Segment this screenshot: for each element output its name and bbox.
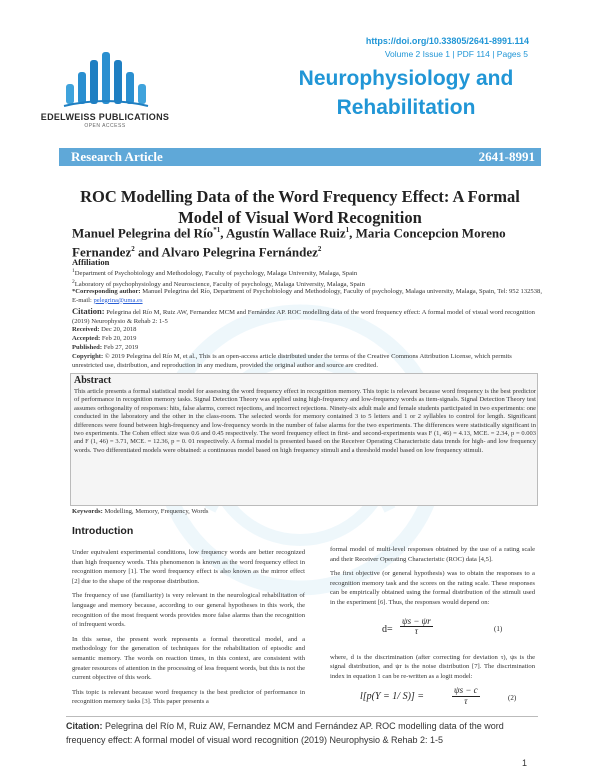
edelweiss-logo-icon [60, 50, 152, 110]
author-name: Manuel Pelegrina del Río [72, 225, 214, 241]
affiliation-heading: Affiliation [72, 257, 110, 267]
author-affil-mark: 2 [317, 245, 322, 254]
received-date: Received: Dec 20, 2018 [72, 326, 137, 333]
paragraph: In this sense, the present work represents a formal theoretical model, and a methodology for the generation of techniques for the rehabilitation of episodic and semantic memory. The words on reaction times, in this context, are consistent with greater resources of attention in the processing of less frequent words, but this is not the current objective of this work. [72, 635, 305, 682]
abstract-heading: Abstract [74, 375, 112, 386]
issue-line: Volume 2 Issue 1 | PDF 114 | Pages 5 [384, 49, 528, 59]
article-dates [72, 326, 542, 371]
keywords-label: Keywords: [72, 508, 103, 515]
published-date: Published: Feb 27, 2019 [72, 344, 139, 352]
eq1-denominator: τ [414, 626, 418, 637]
footer-citation-text: Pelegrina del Río M, Ruiz AW, Fernandez MCM and Fernández AP. ROC modelling data of the word frequency effect: A formal model of visual word recognition (2019) Neurophysio & Rehab 2: 1-5 [66, 721, 504, 745]
affiliation-line [72, 267, 542, 279]
citation-label: Citation: [72, 306, 105, 316]
introduction-left-column [72, 548, 305, 712]
corresponding-author [72, 288, 542, 305]
introduction-heading: Introduction [72, 525, 134, 537]
eq1-number: (1) [494, 624, 503, 633]
abstract-box [70, 373, 538, 506]
paragraph: The frequency of use (familiarity) is very relevant in the neurological rehabilitation of language and memory because, according to our general hypotheses in this work, the recognition of the most frequent words provides more false alarms than the recognition of infrequent words. [72, 592, 305, 629]
affiliation-text: Department of Psychobiology and Methodology, Faculty of psychology, Malaga University, Malaga, Spain [74, 270, 358, 278]
affiliation-text: Laboratory of psychophysiology and Neuroscience, Faculty of psychology, Malaga University, Malaga, Spain [74, 281, 365, 289]
author-affil-mark: 2 [131, 245, 135, 254]
paragraph: Under equivalent experimental conditions, low frequency words are better recognized than high frequency words. This phenomenon is known as the word frequency effect in recognition memory [1]. The word frequency effect is also known as the mirror effect [2] due to the shape of the response distribution. [72, 549, 305, 585]
equation-2 [330, 686, 535, 714]
eq1-numerator: ψs − ψr [402, 615, 431, 626]
introduction-right-column [330, 545, 535, 714]
eq2-fraction [452, 686, 480, 706]
citation-text: Pelegrina del Río M, Ruiz AW, Fernandez MCM and Fernández AP. ROC modelling data of the word frequency effect: A formal model of visual word recognition (2019) Neurophysio & Rehab 2: 1-5 [72, 309, 535, 325]
paragraph: where, d is the discrimination (after correcting for deviation τ), ψs is the signal distribution, and ψr is the noise distribution [7]. The discrimination index in equation 1 can be re-written as a logit model: [330, 653, 535, 680]
author-list [72, 222, 542, 261]
footer-citation [66, 720, 538, 747]
footer-divider [66, 716, 538, 717]
citation-block [72, 307, 542, 326]
paragraph: The first objective (or general hypothesis) was to obtain the responses to a recognition memory task and the scores on the rating scale. These responses can be empirically obtained using the formal distribution of the stimuli used in the experiment [6]. Thus, the responses would depend on: [330, 570, 535, 606]
copyright-notice: Copyright: © 2019 Pelegrina del Río M, et al., This is an open-access article distributed under the terms of the Creative Commons Attribution License, which permits unrestricted use, distribution, and reproduction in any medium, provided the original author and source are credited. [72, 353, 512, 369]
eq1-lhs: d= [382, 623, 393, 635]
paragraph: formal model of multi-level responses obtained by the use of a rating scale and their Receiver Operating Characteristic (ROC) data [4,5]. [330, 546, 535, 563]
email-link[interactable]: pelegrina@uma.es [93, 296, 143, 304]
paragraph: This topic is relevant because word frequency is the best predictor of performance in recognition memory tasks [3]. This paper presents a [72, 688, 305, 706]
footer-citation-label: Citation: [66, 721, 103, 731]
page-number: 1 [522, 758, 528, 768]
corresp-text: Manuel Pelegrina del Río, Department of Psychobiology and Methodology, Faculty of psychology, Malaga university, Malaga, Spain, Tel: 952 132538, E-mail: [72, 288, 542, 304]
journal-title: Neurophysiology and Rehabilitation [298, 67, 514, 119]
publisher-tagline: OPEN ACCESS [84, 123, 126, 129]
author-name: and Alvaro Pelegrina Fernández [134, 244, 318, 260]
eq2-denominator: τ [464, 695, 468, 706]
author-name: , Maria Concepcion Moreno Fernandez [72, 225, 506, 260]
corresp-label: *Corresponding author: [72, 288, 141, 295]
paper-title: ROC Modelling Data of the Word Frequency Effect: A Formal Model of Visual Word Recognition [80, 187, 520, 227]
author-affil-mark: 1 [345, 226, 350, 234]
affil-mark: 1 [72, 268, 75, 274]
eq2-number: (2) [508, 694, 517, 703]
abstract-text: This article presents a formal statistical model for assessing the word frequency effect in recognition memory. This topic is relevant because word frequency is the best predictor of performance in recognition memory tasks. Signal Detection Theory was applied using high-frequency and low-frequency words as item-signals. Signal Detection Theory test assumes orthogonality of responses: hits, false alarms, correct rejections, and incorrect rejections. Ninety-six adult male and female students participated in two experiments: one conducted in the laboratory and the other in the class-room. The selected words for memory contained 3 to 5 letters and 1 or 2 syllables to control for length. Significant differences were found between high-frequency and low-frequency words in the number of false alarms for the two experiments. The differences were statistically significant in two experiments. The Cohen effect size was 0.6 and 0.45 respectively. The word frequency effect in first- and second-experiments was F (1, 46) = 4.13, MCE. = 2.34, p = 0.003 and F (1, 46) = 3.71, MCE. = 12.36, p = 0. 01 respectively. A formal model is presented based on the Receiver Operating Characteristic data trends for high- and low frequency words. Two differentiated models were obtained: a continuous model based on high frequency stimuli and a threshold model based on low frequency stimuli. [74, 388, 536, 454]
doi-link[interactable]: https://doi.org/10.33805/2641-8991.114 [365, 36, 529, 46]
author-affil-mark: *1 [213, 226, 221, 234]
keywords-text: Modelling, Memory, Frequency, Words [104, 508, 209, 515]
issn: 2641-8991 [478, 149, 535, 164]
eq2-lhs: l[p(Y = 1/ S)] = [360, 691, 425, 703]
eq1-fraction [400, 617, 433, 637]
publisher-name: EDELWEISS PUBLICATIONS [40, 112, 170, 122]
equation-1 [330, 613, 535, 649]
keywords [72, 508, 208, 515]
accepted-date: Accepted: Feb 20, 2019 [72, 335, 137, 343]
affil-mark: 2 [72, 279, 75, 285]
article-type-bar [59, 148, 541, 166]
article-type: Research Article [71, 149, 163, 164]
eq2-numerator: ψs − c [454, 685, 478, 696]
author-name: , Agustín Wallace Ruiz [220, 225, 346, 241]
